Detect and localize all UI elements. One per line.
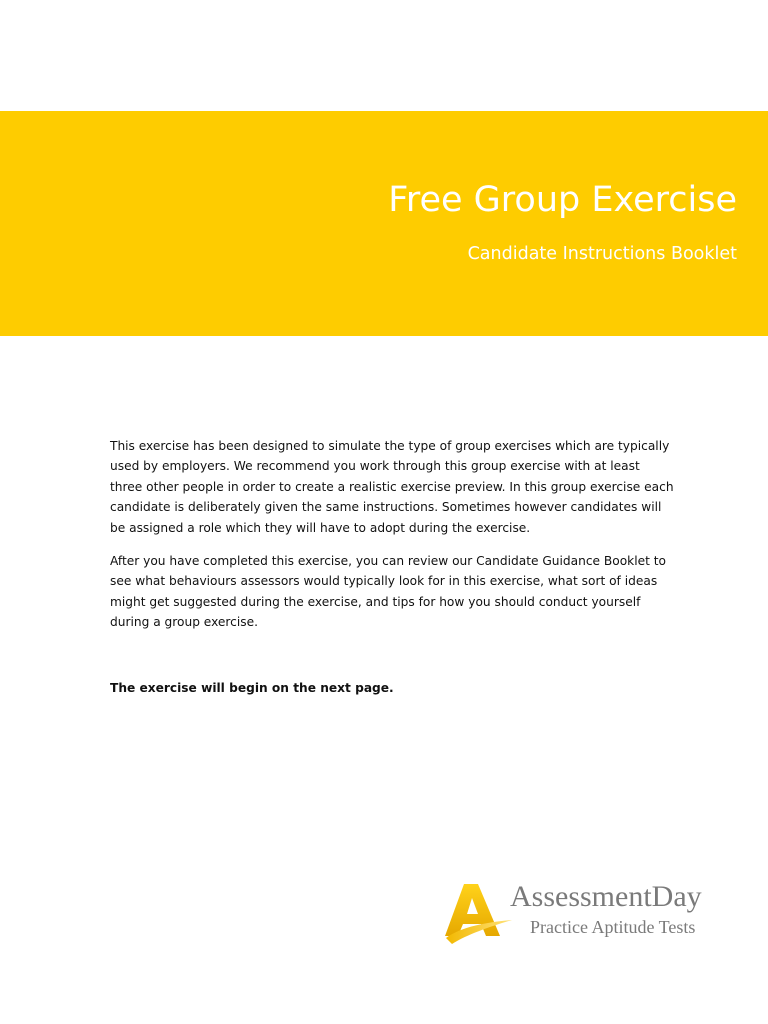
logo-name: AssessmentDay <box>510 880 702 913</box>
title-banner <box>0 111 768 336</box>
intro-text <box>110 436 675 646</box>
document-title: Free Group Exercise <box>388 180 737 220</box>
begin-note: The exercise will begin on the next page. <box>110 681 394 695</box>
assessmentday-a-logo-icon <box>442 880 512 946</box>
intro-paragraph-1: This exercise has been designed to simulate the type of group exercises which are typically used by employers. We recommend you work through this group exercise with at least three other people in order to create a realistic exercise preview. In this group exercise each candidate is deliberately given the same instructions. Sometimes however candidates will be assigned a role which they will have to adopt during the exercise. <box>110 439 674 535</box>
document-subtitle: Candidate Instructions Booklet <box>467 244 737 264</box>
intro-paragraph-2: After you have completed this exercise, you can review our Candidate Guidance Booklet to see what behaviours assessors would typically look for in this exercise, what sort of ideas might get suggested during the exercise, and tips for how you should conduct yourself during a group exercise. <box>110 554 666 630</box>
logo-tagline: Practice Aptitude Tests <box>530 917 696 937</box>
assessmentday-logo <box>442 878 732 948</box>
